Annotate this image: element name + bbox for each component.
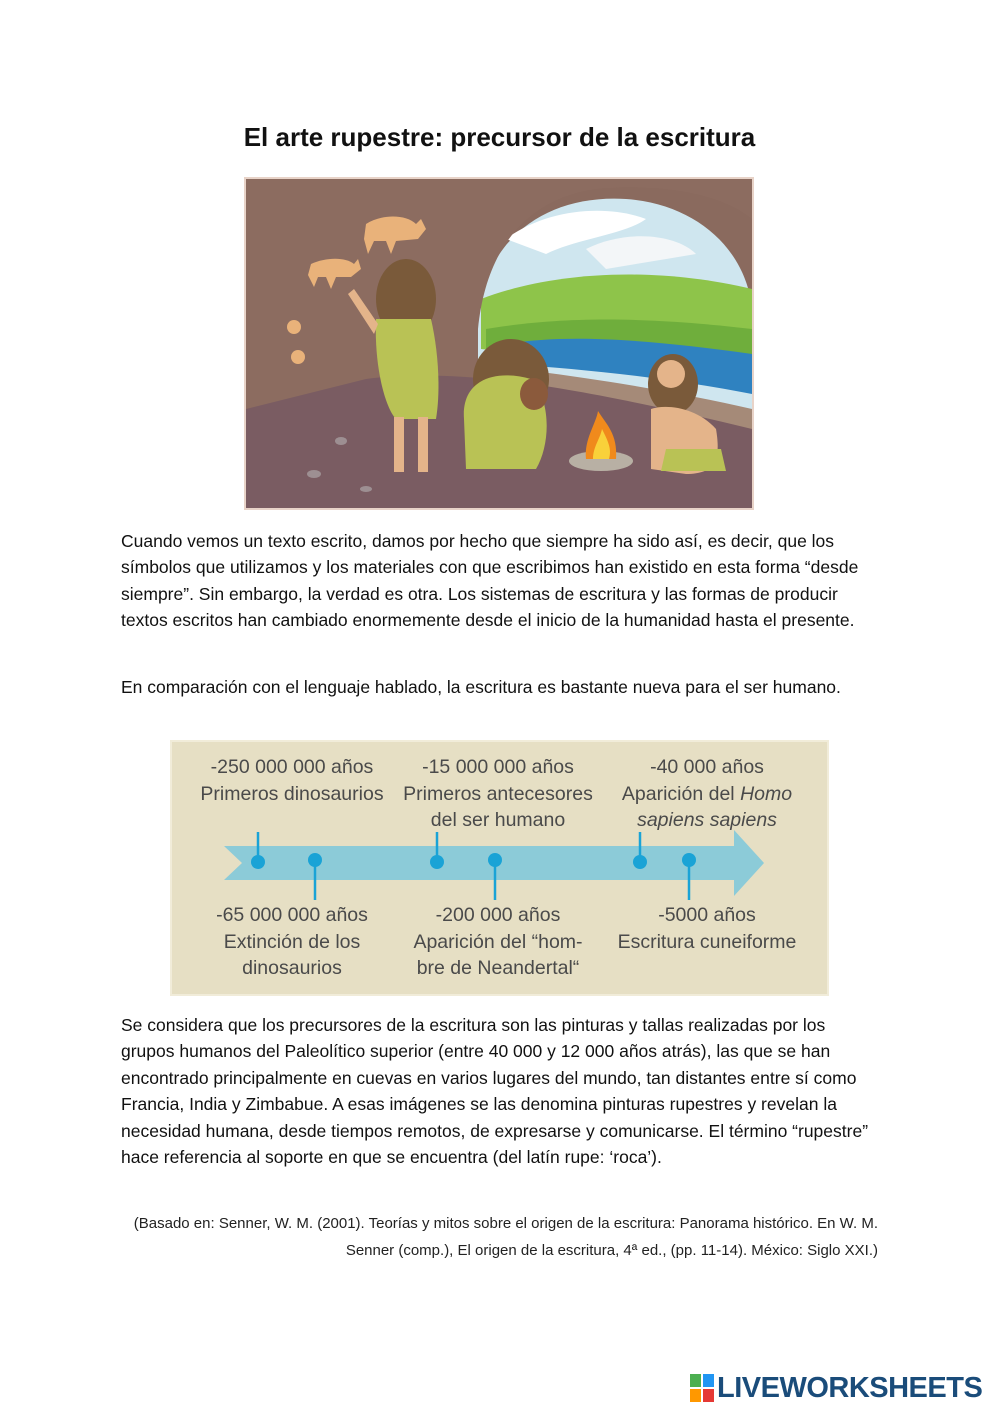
page-title: El arte rupestre: precursor de la escritura — [243, 122, 756, 152]
event-description: Primeros antecesores — [403, 782, 593, 805]
timeline-event-homo-sapiens — [592, 754, 822, 834]
event-description: Escritura cuneiforme — [617, 930, 797, 953]
timeline-event-primeros-dinosaurios — [182, 754, 402, 807]
event-description-cont — [592, 807, 822, 834]
event-description: Aparición del “hom- — [413, 930, 583, 953]
event-year: -5000 años — [658, 904, 756, 926]
event-year: -200 000 años — [435, 904, 561, 926]
timeline-event-cuneiforme — [597, 902, 817, 955]
event-description: Extinción de los — [223, 930, 361, 953]
comparison-paragraph: En comparación con el lenguaje hablado, la escritura es bastante nueva para el ser humano. — [121, 677, 841, 697]
event-year: -40 000 años — [650, 756, 764, 778]
liveworksheets-brand[interactable] — [690, 1371, 982, 1405]
event-description: Primeros dinosaurios — [200, 782, 384, 805]
event-description-cont-emphasis: sapiens sapiens — [637, 809, 777, 831]
event-year: -15 000 000 años — [422, 756, 574, 778]
timeline-event-neandertal — [388, 902, 608, 982]
cave-painting-icon — [246, 179, 752, 508]
event-description-text: Aparición del — [621, 782, 735, 805]
timeline-event-antecesores — [388, 754, 608, 834]
timeline-event-extincion — [182, 902, 402, 982]
event-description-cont: del ser humano — [430, 809, 566, 831]
event-year: -65 000 000 años — [216, 904, 368, 926]
event-description-cont: bre de Neandertal“ — [416, 957, 580, 979]
event-year: -250 000 000 años — [210, 756, 374, 778]
precursors-paragraph: Se considera que los precursores de la escritura son las pinturas y tallas realizadas por los grupos humanos del Paleolítico superior (entre 40 000 y 12 000 años atrás), las que se han encontrado principalmente en cuevas en varios lugares del mundo, tan distantes entre sí como Francia, India y Zimbabue. A esas imágenes se las denomina pinturas rupestres y revelan la necesidad humana, desde tiempos remotos, de expresarse y comunicarse. El término “rupestre” hace referencia al soporte en que se encuentra (del latín rupe: ‘roca’). — [121, 1015, 869, 1168]
event-description — [592, 781, 822, 808]
cave-painting-illustration — [244, 177, 754, 510]
intro-paragraph: Cuando vemos un texto escrito, damos por hecho que siempre ha sido así, es decir, que los símbolos que utilizamos y los materiales con que escribimos han existido en esta forma “desde siempre”. Sin embargo, la verdad es otra. Los sistemas de escritura y las formas de producir textos escritos han cambiado enormemente desde el inicio de la humanidad hasta el presente. — [121, 531, 859, 631]
event-description-emphasis: Homo — [740, 782, 793, 805]
timeline-figure — [170, 740, 829, 996]
event-description-cont: dinosaurios — [242, 957, 342, 979]
liveworksheets-logo-icon — [690, 1374, 714, 1402]
liveworksheets-wordmark: LIVEWORKSHEETS — [717, 1371, 983, 1404]
citation: (Basado en: Senner, W. M. (2001). Teorías y mitos sobre el origen de la escritura: Panorama histórico. En W. M. Senner (comp.), El origen de la escritura, 4ª ed., (pp. 11-14). México: Siglo XXI.) — [133, 1215, 878, 1259]
